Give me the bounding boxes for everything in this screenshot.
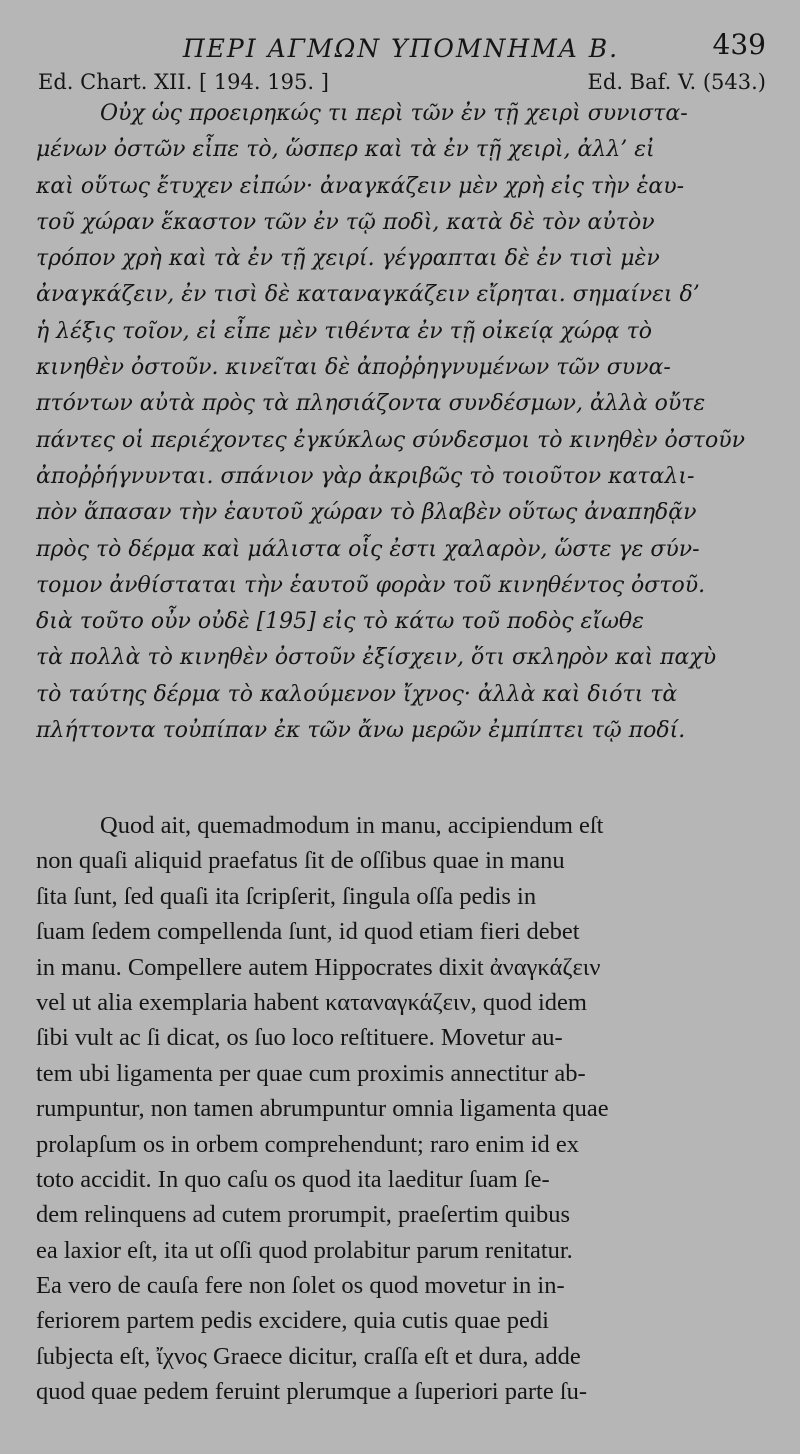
text-line: τὸ ταύτης δέρμα τὸ καλούμενον ἴχνος· ἀλλὰ καὶ διότι τὰ xyxy=(36,681,678,707)
text-line: rumpuntur, non tamen abrumpuntur omnia ligamenta quae xyxy=(36,1095,609,1123)
text-line: καὶ οὕτως ἔτυχεν εἰπών· ἀναγκάζειν μὲν χρὴ εἰς τὴν ἑαυ- xyxy=(36,173,685,199)
text-line: τὰ πολλὰ τὸ κινηθὲν ὀστοῦν ἐξίσχειν, ὅτι σκληρὸν καὶ παχὺ xyxy=(36,645,717,671)
running-title: ΠΕΡΙ ΑΓΜΩΝ ΥΠΟΜΝΗΜΑ Β. xyxy=(182,34,620,63)
text-line: κινηθὲν ὀστοῦν. κινεῖται δὲ ἀποῤῥηγνυμένων τῶν συνα- xyxy=(36,355,671,381)
text-line: ſita ſunt, ſed quaſi ita ſcripſerit, ſingula oſſa pedis in xyxy=(36,882,537,910)
text-line: ἡ λέξις τοῖον, εἰ εἶπε μὲν τιθέντα ἐν τῇ οἰκείᾳ χώρᾳ τὸ xyxy=(36,318,653,344)
greek-text-block xyxy=(36,96,764,749)
text-line: ἀποῤῥήγνυνται. σπάνιον γὰρ ἀκριβῶς τὸ τοιοῦτον καταλι- xyxy=(36,463,695,489)
text-line: πάντες οἱ περιέχοντες ἐγκύκλως σύνδεσμοι τὸ κινηθὲν ὀστοῦν xyxy=(36,427,745,453)
text-line: πὸν ἅπασαν τὴν ἑαυτοῦ χώραν τὸ βλαβὲν οὕτως ἀναπηδᾷν xyxy=(36,500,697,526)
text-line: feriorem partem pedis excidere, quia cutis quae pedi xyxy=(36,1307,549,1335)
text-line: τρόπον χρὴ καὶ τὰ ἐν τῇ χειρί. γέγραπται δὲ ἐν τισὶ μὲν xyxy=(36,246,660,272)
text-line: διὰ τοῦτο οὖν οὐδὲ [195] εἰς τὸ κάτω τοῦ ποδὸς εἴωθε xyxy=(36,609,644,635)
edition-ref-chartier: Ed. Chart. XII. [ 194. 195. ] xyxy=(38,70,329,94)
text-line: Οὐχ ὡς προειρηκώς τι περὶ τῶν ἐν τῇ χειρὶ συνιστα- xyxy=(100,101,688,126)
text-line: ſubjecta eſt, ἴχνος Graece dicitur, craſſa eſt et dura, adde xyxy=(36,1342,581,1370)
edition-ref-basel: Ed. Baf. V. (543.) xyxy=(587,70,766,94)
text-line: dem relinquens ad cutem prorumpit, praeſertim quibus xyxy=(36,1201,571,1229)
text-line: Quod ait, quemadmodum in manu, accipiendum eſt xyxy=(100,812,604,839)
page-header xyxy=(36,28,766,68)
text-line: πρὸς τὸ δέρμα καὶ μάλιστα οἷς ἐστι χαλαρὸν, ὥστε γε σύν- xyxy=(36,536,700,562)
text-line: ſibi vult ac ſi dicat, os ſuo loco reſtituere. Movetur au- xyxy=(36,1024,563,1052)
latin-text-block xyxy=(36,808,764,1410)
text-line: μένων ὀστῶν εἶπε τὸ, ὥσπερ καὶ τὰ ἐν τῇ χειρὶ, ἀλλ’ εἰ xyxy=(36,137,655,163)
text-line: in manu. Compellere autem Hippocrates dixit ἀναγκάζειν xyxy=(36,953,601,981)
text-line: πτόντων αὐτὰ πρὸς τὰ πλησιάζοντα συνδέσμων, ἀλλὰ οὔτε xyxy=(36,391,706,417)
page-number: 439 xyxy=(712,28,766,61)
text-line: ea laxior eſt, ita ut oſſi quod prolabitur parum renitatur. xyxy=(36,1236,573,1264)
text-line: vel ut alia exemplaria habent καταναγκάζειν, quod idem xyxy=(36,988,587,1016)
text-line: Ea vero de cauſa fere non ſolet os quod movetur in in- xyxy=(36,1272,565,1300)
text-line: prolapſum os in orbem comprehendunt; raro enim id ex xyxy=(36,1130,579,1158)
text-line: toto accidit. In quo caſu os quod ita laeditur ſuam ſe- xyxy=(36,1165,550,1193)
text-line: tem ubi ligamenta per quae cum proximis annectitur ab- xyxy=(36,1059,586,1087)
text-line: quod quae pedem feruint plerumque a ſuperiori parte ſu- xyxy=(36,1378,588,1406)
text-line: πλήττοντα τοὐπίπαν ἐκ τῶν ἄνω μερῶν ἐμπίπτει τῷ ποδί. xyxy=(36,718,686,744)
text-line: τοῦ χώραν ἕκαστον τῶν ἐν τῷ ποδὶ, κατὰ δὲ τὸν αὐτὸν xyxy=(36,209,655,235)
text-line: non quaſi aliquid praefatus ſit de oſſibus quae in manu xyxy=(36,847,565,875)
text-line: ſuam ſedem compellenda ſunt, id quod etiam fieri debet xyxy=(36,918,580,946)
text-line: τομον ἀνθίσταται τὴν ἑαυτοῦ φορὰν τοῦ κινηθέντος ὀστοῦ. xyxy=(36,572,706,598)
text-line: ἀναγκάζειν, ἐν τισὶ δὲ καταναγκάζειν εἴρηται. σημαίνει δ’ xyxy=(36,282,700,308)
